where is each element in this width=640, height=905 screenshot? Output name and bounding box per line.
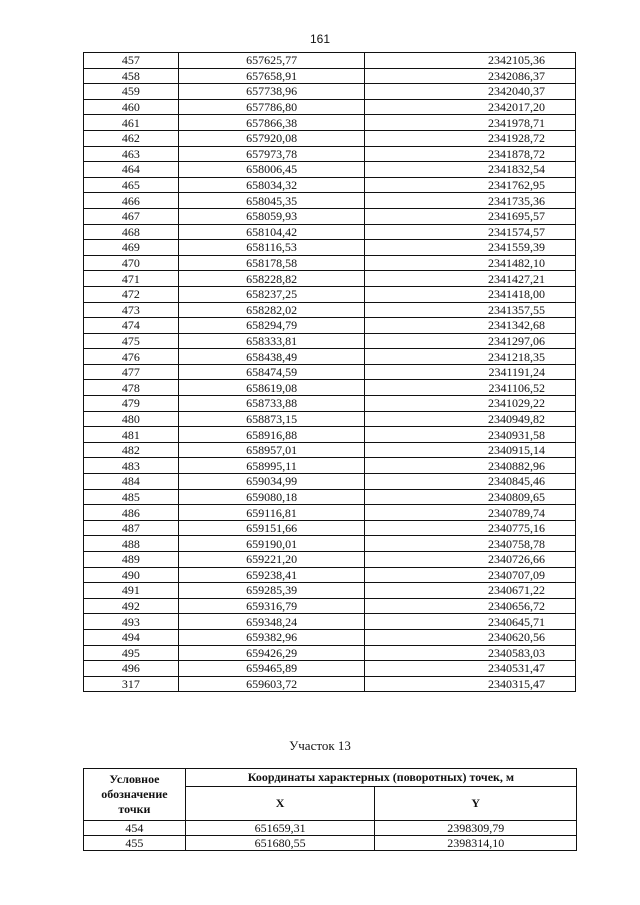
table-row <box>84 629 576 645</box>
coordinates-table <box>83 52 576 692</box>
table-row <box>84 474 576 490</box>
table-row <box>84 505 576 521</box>
point-number-cell: 462 <box>84 130 179 146</box>
point-number-cell: 490 <box>84 567 179 583</box>
x-coordinate-cell: 651659,31 <box>185 821 375 836</box>
point-number-cell: 477 <box>84 364 179 380</box>
point-number-cell: 465 <box>84 177 179 193</box>
x-coordinate-cell: 658282,02 <box>178 302 365 318</box>
point-number-cell: 457 <box>84 53 179 69</box>
table-row <box>84 458 576 474</box>
x-coordinate-cell: 657786,80 <box>178 99 365 115</box>
y-coordinate-cell: 2340882,96 <box>365 458 576 474</box>
x-coordinate-cell: 657625,77 <box>178 53 365 69</box>
table-row <box>84 208 576 224</box>
table-row <box>84 536 576 552</box>
y-header: Y <box>375 787 577 821</box>
point-number-cell: 467 <box>84 208 179 224</box>
x-coordinate-cell: 659080,18 <box>178 489 365 505</box>
point-designation-header: Условное обозначение точки <box>84 769 186 821</box>
x-coordinate-cell: 658733,88 <box>178 396 365 412</box>
point-number-cell: 473 <box>84 302 179 318</box>
x-coordinate-cell: 657738,96 <box>178 84 365 100</box>
table-row <box>84 115 576 131</box>
y-coordinate-cell: 2340726,66 <box>365 552 576 568</box>
table-row <box>84 645 576 661</box>
x-coordinate-cell: 658228,82 <box>178 271 365 287</box>
table-row <box>84 130 576 146</box>
x-coordinate-cell: 658034,32 <box>178 177 365 193</box>
table-row <box>84 302 576 318</box>
x-coordinate-cell: 659116,81 <box>178 505 365 521</box>
y-coordinate-cell: 2341297,06 <box>365 333 576 349</box>
x-coordinate-cell: 658916,88 <box>178 427 365 443</box>
point-number-cell: 459 <box>84 84 179 100</box>
point-number-cell: 468 <box>84 224 179 240</box>
y-coordinate-cell: 2340789,74 <box>365 505 576 521</box>
x-coordinate-cell: 658474,59 <box>178 364 365 380</box>
x-coordinate-cell: 658178,58 <box>178 255 365 271</box>
point-number-cell: 489 <box>84 552 179 568</box>
x-coordinate-cell: 658059,93 <box>178 208 365 224</box>
x-coordinate-cell: 658333,81 <box>178 333 365 349</box>
y-coordinate-cell: 2342017,20 <box>365 99 576 115</box>
table-row <box>84 676 576 692</box>
coordinates-table-body <box>84 53 576 692</box>
table-row <box>84 520 576 536</box>
point-number-cell: 454 <box>84 821 186 836</box>
table-row <box>84 84 576 100</box>
y-coordinate-cell: 2342040,37 <box>365 84 576 100</box>
x-coordinate-cell: 658995,11 <box>178 458 365 474</box>
point-number-cell: 484 <box>84 474 179 490</box>
x-coordinate-cell: 658045,35 <box>178 193 365 209</box>
point-number-cell: 471 <box>84 271 179 287</box>
y-coordinate-cell: 2341218,35 <box>365 349 576 365</box>
point-number-cell: 466 <box>84 193 179 209</box>
table-row <box>84 162 576 178</box>
point-number-cell: 485 <box>84 489 179 505</box>
point-number-cell: 475 <box>84 333 179 349</box>
point-number-cell: 470 <box>84 255 179 271</box>
y-coordinate-cell: 2398314,10 <box>375 836 577 851</box>
table-row <box>84 489 576 505</box>
point-number-cell: 486 <box>84 505 179 521</box>
x-coordinate-cell: 657658,91 <box>178 68 365 84</box>
x-coordinate-cell: 657973,78 <box>178 146 365 162</box>
point-number-cell: 480 <box>84 411 179 427</box>
y-coordinate-cell: 2341735,36 <box>365 193 576 209</box>
x-coordinate-cell: 659603,72 <box>178 676 365 692</box>
y-coordinate-cell: 2341029,22 <box>365 396 576 412</box>
x-coordinate-cell: 658237,25 <box>178 286 365 302</box>
table-row <box>84 286 576 302</box>
plot-coordinates-table <box>83 768 577 851</box>
table-row <box>84 821 577 836</box>
table-row <box>84 255 576 271</box>
y-coordinate-cell: 2340775,16 <box>365 520 576 536</box>
x-coordinate-cell: 658116,53 <box>178 240 365 256</box>
point-number-cell: 482 <box>84 442 179 458</box>
y-coordinate-cell: 2340645,71 <box>365 614 576 630</box>
x-coordinate-cell: 657866,38 <box>178 115 365 131</box>
x-coordinate-cell: 659382,96 <box>178 629 365 645</box>
table-row <box>84 333 576 349</box>
y-coordinate-cell: 2340915,14 <box>365 442 576 458</box>
y-coordinate-cell: 2340949,82 <box>365 411 576 427</box>
point-number-cell: 469 <box>84 240 179 256</box>
x-coordinate-cell: 658438,49 <box>178 349 365 365</box>
table-row <box>84 661 576 677</box>
point-number-cell: 496 <box>84 661 179 677</box>
point-number-cell: 317 <box>84 676 179 692</box>
point-number-cell: 458 <box>84 68 179 84</box>
y-coordinate-cell: 2341928,72 <box>365 130 576 146</box>
y-coordinate-cell: 2340707,09 <box>365 567 576 583</box>
table-row <box>84 99 576 115</box>
table-row <box>84 552 576 568</box>
point-number-cell: 494 <box>84 629 179 645</box>
point-number-cell: 472 <box>84 286 179 302</box>
y-coordinate-cell: 2341878,72 <box>365 146 576 162</box>
table-row <box>84 836 577 851</box>
x-coordinate-cell: 659426,29 <box>178 645 365 661</box>
x-coordinate-cell: 658104,42 <box>178 224 365 240</box>
point-number-cell: 495 <box>84 645 179 661</box>
table-row <box>84 396 576 412</box>
point-number-cell: 460 <box>84 99 179 115</box>
y-coordinate-cell: 2340583,03 <box>365 645 576 661</box>
point-number-cell: 493 <box>84 614 179 630</box>
table-row <box>84 224 576 240</box>
x-coordinate-cell: 658619,08 <box>178 380 365 396</box>
point-number-cell: 479 <box>84 396 179 412</box>
y-coordinate-cell: 2341191,24 <box>365 364 576 380</box>
x-coordinate-cell: 659034,99 <box>178 474 365 490</box>
table-row <box>84 411 576 427</box>
point-number-cell: 491 <box>84 583 179 599</box>
table-row <box>84 240 576 256</box>
table-row <box>84 442 576 458</box>
point-number-cell: 461 <box>84 115 179 131</box>
table-row <box>84 380 576 396</box>
x-header: X <box>185 787 375 821</box>
x-coordinate-cell: 658873,15 <box>178 411 365 427</box>
y-coordinate-cell: 2341482,10 <box>365 255 576 271</box>
y-coordinate-cell: 2342105,36 <box>365 53 576 69</box>
plot-table-body <box>84 821 577 851</box>
x-coordinate-cell: 659316,79 <box>178 598 365 614</box>
header-row <box>84 769 577 787</box>
y-coordinate-cell: 2341357,55 <box>365 302 576 318</box>
y-coordinate-cell: 2340315,47 <box>365 676 576 692</box>
table-row <box>84 614 576 630</box>
table-row <box>84 193 576 209</box>
x-coordinate-cell: 657920,08 <box>178 130 365 146</box>
y-coordinate-cell: 2340931,58 <box>365 427 576 443</box>
y-coordinate-cell: 2398309,79 <box>375 821 577 836</box>
y-coordinate-cell: 2340758,78 <box>365 536 576 552</box>
y-coordinate-cell: 2340845,46 <box>365 474 576 490</box>
y-coordinate-cell: 2341106,52 <box>365 380 576 396</box>
point-number-cell: 463 <box>84 146 179 162</box>
point-number-cell: 476 <box>84 349 179 365</box>
x-coordinate-cell: 658957,01 <box>178 442 365 458</box>
table-row <box>84 68 576 84</box>
table-row <box>84 53 576 69</box>
x-coordinate-cell: 659238,41 <box>178 567 365 583</box>
page-number: 161 <box>309 32 331 46</box>
plot-title: Участок 13 <box>289 738 351 753</box>
y-coordinate-cell: 2340531,47 <box>365 661 576 677</box>
x-coordinate-cell: 659285,39 <box>178 583 365 599</box>
y-coordinate-cell: 2341978,71 <box>365 115 576 131</box>
y-coordinate-cell: 2341574,57 <box>365 224 576 240</box>
point-number-cell: 478 <box>84 380 179 396</box>
y-coordinate-cell: 2341418,00 <box>365 286 576 302</box>
point-number-cell: 488 <box>84 536 179 552</box>
x-coordinate-cell: 659348,24 <box>178 614 365 630</box>
y-coordinate-cell: 2341559,39 <box>365 240 576 256</box>
table-row <box>84 567 576 583</box>
y-coordinate-cell: 2341427,21 <box>365 271 576 287</box>
table-row <box>84 349 576 365</box>
point-number-cell: 487 <box>84 520 179 536</box>
y-coordinate-cell: 2342086,37 <box>365 68 576 84</box>
x-coordinate-cell: 659465,89 <box>178 661 365 677</box>
point-number-cell: 474 <box>84 318 179 334</box>
point-number-cell: 492 <box>84 598 179 614</box>
x-coordinate-cell: 658006,45 <box>178 162 365 178</box>
y-coordinate-cell: 2341695,57 <box>365 208 576 224</box>
point-number-cell: 464 <box>84 162 179 178</box>
y-coordinate-cell: 2341762,95 <box>365 177 576 193</box>
table-row <box>84 177 576 193</box>
table-row <box>84 271 576 287</box>
point-number-cell: 481 <box>84 427 179 443</box>
table-row <box>84 364 576 380</box>
coordinates-header: Координаты характерных (поворотных) точек, м <box>185 769 576 787</box>
table-row <box>84 598 576 614</box>
x-coordinate-cell: 659151,66 <box>178 520 365 536</box>
y-coordinate-cell: 2340809,65 <box>365 489 576 505</box>
table-row <box>84 318 576 334</box>
point-number-cell: 455 <box>84 836 186 851</box>
table-row <box>84 146 576 162</box>
table-row <box>84 427 576 443</box>
x-coordinate-cell: 658294,79 <box>178 318 365 334</box>
x-coordinate-cell: 659221,20 <box>178 552 365 568</box>
y-coordinate-cell: 2340656,72 <box>365 598 576 614</box>
table-row <box>84 583 576 599</box>
y-coordinate-cell: 2341342,68 <box>365 318 576 334</box>
x-coordinate-cell: 651680,55 <box>185 836 375 851</box>
y-coordinate-cell: 2340620,56 <box>365 629 576 645</box>
point-number-cell: 483 <box>84 458 179 474</box>
x-coordinate-cell: 659190,01 <box>178 536 365 552</box>
y-coordinate-cell: 2340671,22 <box>365 583 576 599</box>
y-coordinate-cell: 2341832,54 <box>365 162 576 178</box>
